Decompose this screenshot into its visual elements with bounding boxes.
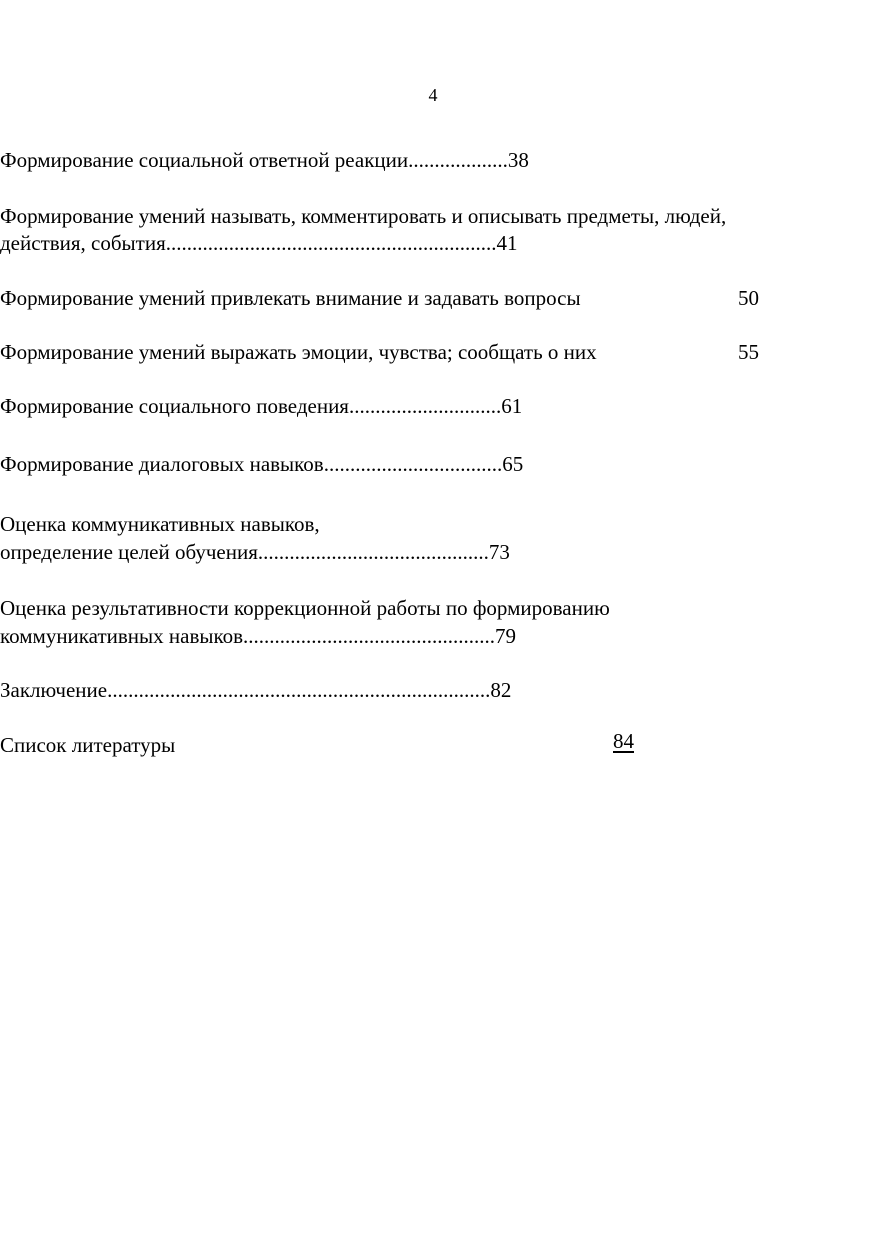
page-number: 4 xyxy=(428,85,438,105)
toc-page-number-bibliography: 84 xyxy=(613,729,634,753)
toc-entry-emotions: Формирование умений выражать эмоции, чувства; сообщать о них xyxy=(0,340,597,364)
toc-entry-bibliography: Список литературы xyxy=(0,733,176,757)
toc-entry-conclusion: Заключение.........................................................................82 xyxy=(0,678,512,702)
toc-entry-social-response: Формирование социальной ответной реакции...................38 xyxy=(0,148,529,172)
toc-entry-assessment-line-1: Оценка коммуникативных навыков, xyxy=(0,512,320,536)
toc-entry-naming-skills-line-1: Формирование умений называть, комментировать и описывать предметы, людей, xyxy=(0,204,727,228)
toc-entry-dialogue-skills: Формирование диалоговых навыков..................................65 xyxy=(0,452,524,476)
toc-entry-effectiveness-line-2: коммуникативных навыков................................................79 xyxy=(0,624,517,648)
toc-entry-attention-questions: Формирование умений привлекать внимание и задавать вопросы xyxy=(0,286,581,310)
toc-page-number-emotions: 55 xyxy=(738,340,759,364)
toc-page-number-attention-questions: 50 xyxy=(738,286,759,310)
toc-entry-effectiveness-line-1: Оценка результативности коррекционной работы по формированию xyxy=(0,596,610,620)
toc-entry-social-behavior: Формирование социального поведения.............................61 xyxy=(0,394,523,418)
toc-entry-naming-skills-line-2: действия, события...............................................................41 xyxy=(0,231,518,255)
toc-entry-assessment-line-2: определение целей обучения............................................73 xyxy=(0,540,510,564)
